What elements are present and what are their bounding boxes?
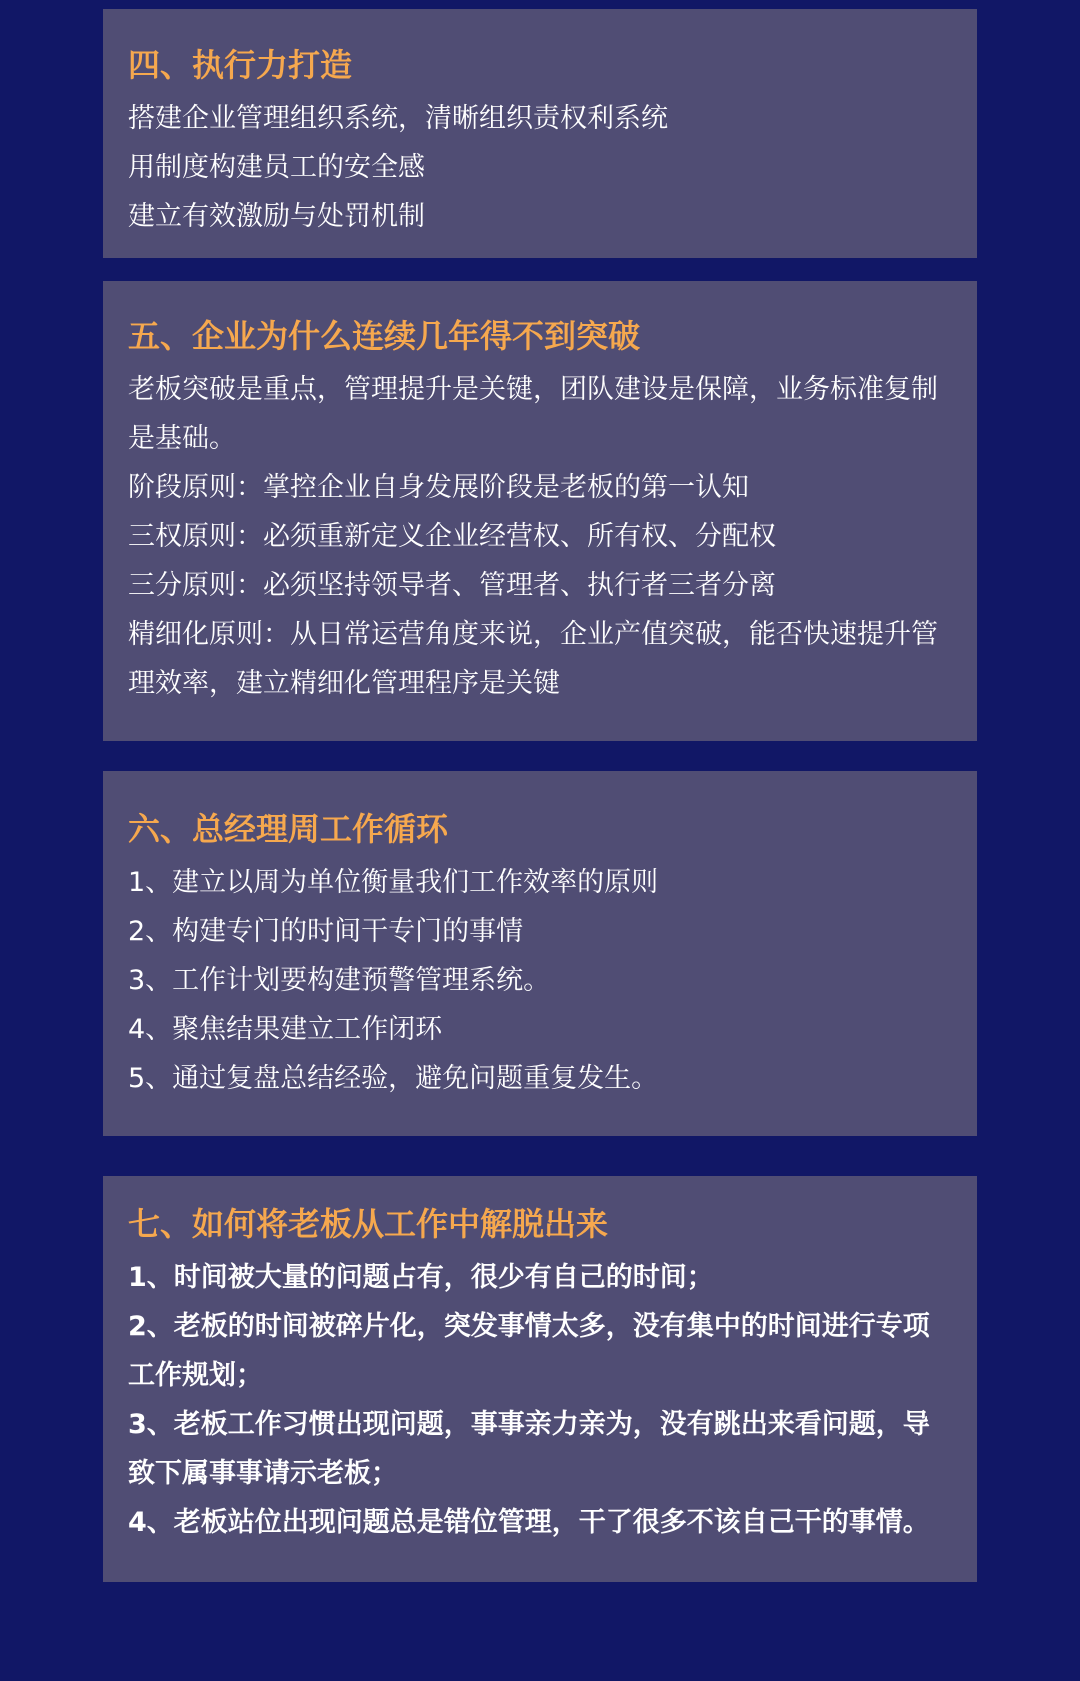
- section-line: 4、老板站位出现问题总是错位管理，干了很多不该自己干的事情。: [128, 1507, 930, 1538]
- section-card-execution: [103, 9, 977, 258]
- section-line: 3、工作计划要构建预警管理系统。: [128, 965, 551, 996]
- section-line: 三权原则：必须重新定义企业经营权、所有权、分配权: [128, 521, 776, 552]
- section-line: 三分原则：必须坚持领导者、管理者、执行者三者分离: [128, 570, 776, 601]
- section-line: 2、老板的时间被碎片化，突发事情太多，没有集中的时间进行专项工作规划；: [128, 1311, 930, 1391]
- section-line: 3、老板工作习惯出现问题，事事亲力亲为，没有跳出来看问题，导致下属事事请示老板；: [128, 1409, 930, 1489]
- section-line: 建立有效激励与处罚机制: [128, 201, 425, 232]
- section-card-breakthrough: [103, 281, 977, 741]
- section-title: 六、总经理周工作循环: [128, 810, 449, 848]
- section-body: [128, 1253, 953, 1547]
- section-body: [128, 94, 953, 241]
- section-title: 五、企业为什么连续几年得不到突破: [128, 317, 641, 355]
- section-line: 用制度构建员工的安全感: [128, 152, 425, 183]
- section-line: 搭建企业管理组织系统，清晰组织责权利系统: [128, 103, 668, 134]
- section-line: 阶段原则：掌控企业自身发展阶段是老板的第一认知: [128, 472, 749, 503]
- section-line: 1、时间被大量的问题占有，很少有自己的时间；: [128, 1262, 714, 1293]
- section-card-weekly-cycle: [103, 771, 977, 1136]
- section-line: 老板突破是重点，管理提升是关键，团队建设是保障，业务标准复制是基础。: [128, 374, 938, 454]
- section-line: 2、构建专门的时间干专门的事情: [128, 916, 524, 947]
- section-card-free-the-boss: [103, 1176, 977, 1582]
- section-title: 四、执行力打造: [128, 46, 353, 84]
- section-title: 七、如何将老板从工作中解脱出来: [128, 1205, 609, 1243]
- section-line: 4、聚焦结果建立工作闭环: [128, 1014, 443, 1045]
- section-line: 1、建立以周为单位衡量我们工作效率的原则: [128, 867, 659, 898]
- section-line: 5、通过复盘总结经验，避免问题重复发生。: [128, 1063, 659, 1094]
- section-body: [128, 365, 953, 708]
- section-body: [128, 858, 953, 1103]
- section-line: 精细化原则：从日常运营角度来说，企业产值突破，能否快速提升管理效率，建立精细化管理程序是关键: [128, 619, 938, 699]
